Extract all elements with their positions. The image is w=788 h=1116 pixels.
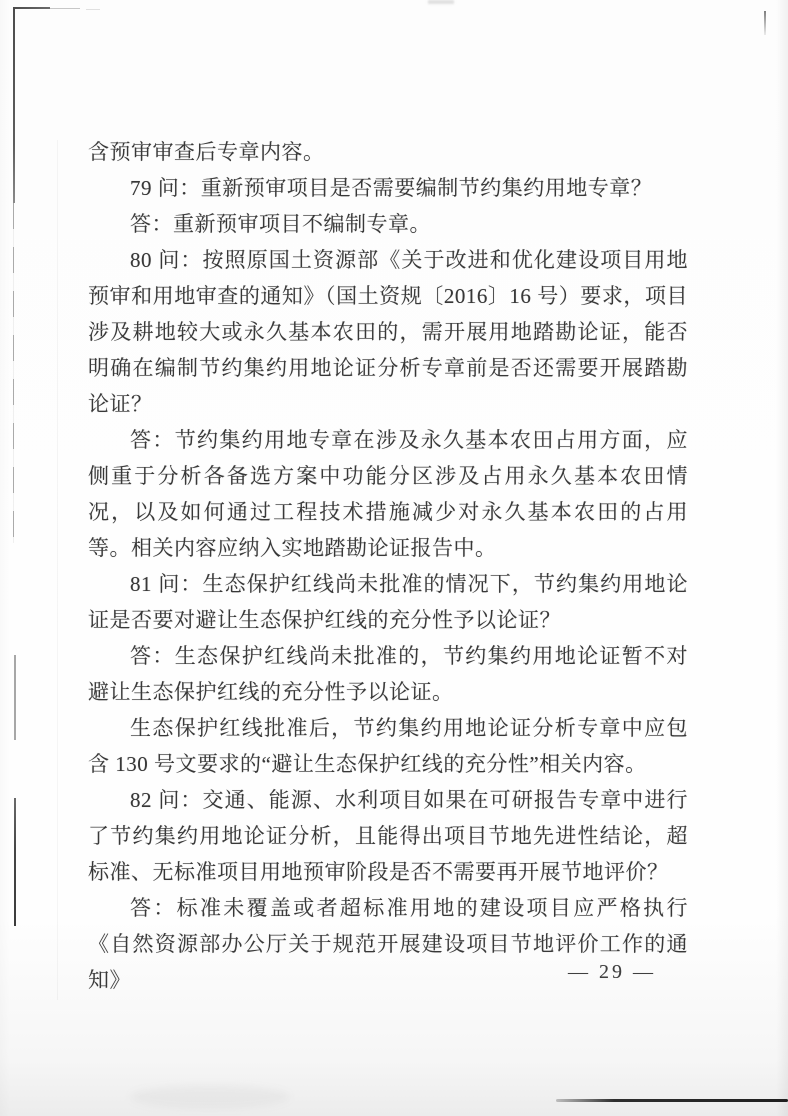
scan-line-top-left-horizontal <box>13 7 50 9</box>
scan-fold-line-faint <box>57 140 58 1000</box>
scan-line-bottom-right <box>556 1099 788 1102</box>
paragraph-answer-81: 答：生态保护红线尚未批准的，节约集约用地论证暂不对避让生态保护红线的充分性予以论证。 <box>88 644 688 704</box>
document-body <box>88 134 688 998</box>
scan-line-left-vertical-middle <box>13 203 14 543</box>
page-left-edge-shading <box>0 0 10 1116</box>
page-number: — 29 — <box>568 961 656 983</box>
scan-line-right-top-vertical <box>764 11 766 35</box>
paragraph-answer-81-continued: 生态保护红线批准后，节约集约用地论证分析专章中应包含 130 号文要求的“避让生态保护红线的充分性”相关内容。 <box>88 716 688 776</box>
page-right-edge-shading <box>776 0 788 1116</box>
paragraph-answer-82: 答：标准未覆盖或者超标准用地的建设项目应严格执行《自然资源部办公厅关于规范开展建设项目节地评价工作的通知》 <box>88 896 688 992</box>
paragraph-question-82: 82 问：交通、能源、水利项目如果在可研报告专章中进行了节约集约用地论证分析，且能得出项目节地先进性结论，超标准、无标准项目用地预审阶段是否不需要再开展节地评价？ <box>88 788 688 884</box>
paragraph-answer-80: 答：节约集约用地专章在涉及永久基本农田占用方面，应侧重于分析各备选方案中功能分区涉及占用永久基本农田情况，以及如何通过工程技术措施减少对永久基本农田的占用等。相关内容应纳入实地踏勘论证报告中。 <box>88 428 688 560</box>
paragraph-question-81: 81 问：生态保护红线尚未批准的情况下，节约集约用地论证是否要对避让生态保护红线的充分性予以论证？ <box>88 572 688 632</box>
paragraph-answer-79: 答：重新预审项目不编制专章。 <box>130 212 431 236</box>
paragraph-continuation: 含预审审查后专章内容。 <box>88 140 325 164</box>
scan-line-left-vertical-lower <box>14 655 16 740</box>
scan-line-left-vertical-top <box>13 7 15 203</box>
paragraph-question-79: 79 问：重新预审项目是否需要编制节约集约用地专章？ <box>130 176 653 200</box>
paragraph-question-80: 80 问：按照原国土资源部《关于改进和优化建设项目用地预审和用地审查的通知》（国土资规〔2016〕16 号）要求，项目涉及耕地较大或永久基本农田的，需开展用地踏勘论证，能否明确在编制节约集约用地论证分析专章前是否还需要开展踏勘论证？ <box>88 248 688 416</box>
scan-smudge-top-center <box>428 0 454 4</box>
scan-line-left-vertical-bottom <box>14 798 16 926</box>
scan-line-top-left-horizontal-dash <box>86 9 100 10</box>
scan-line-top-left-horizontal-faint <box>50 8 80 9</box>
scan-smudge-bottom-left <box>130 1085 290 1109</box>
